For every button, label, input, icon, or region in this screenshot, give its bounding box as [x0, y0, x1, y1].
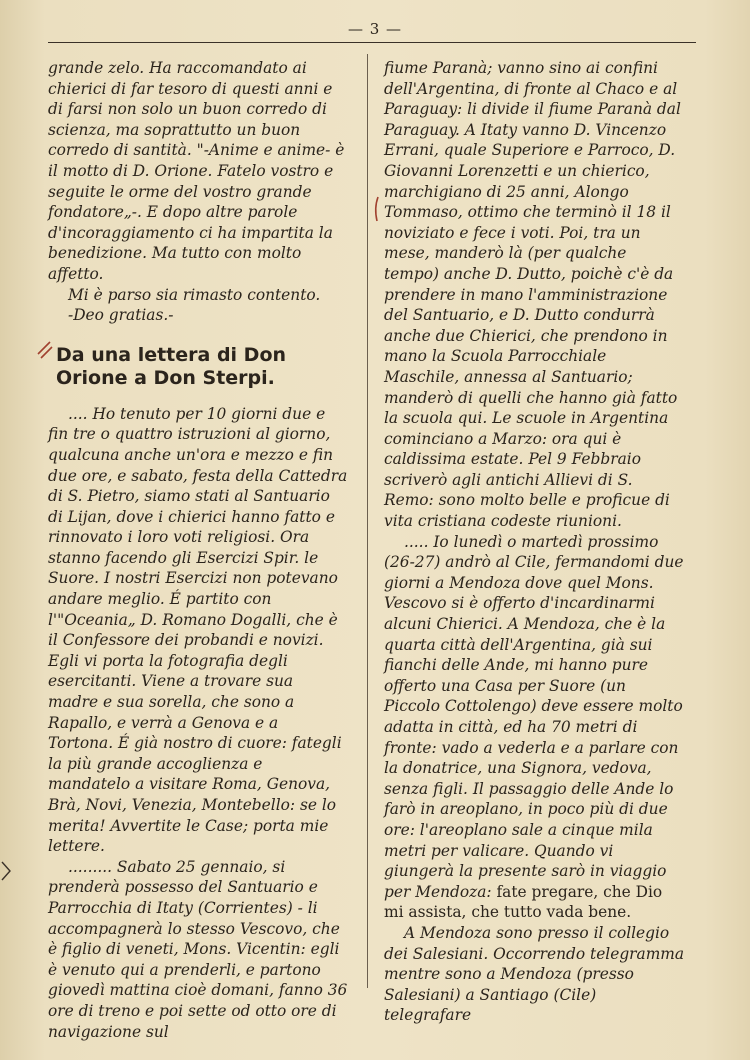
left-paragraph-1: grande zelo. Ha raccomandato ai chierici di far tesoro di questi anni e di farsi non solo un buon corredo di scienza, ma soprattutto un buon corredo di santità. "-Anime e anime- è il motto di D. Orione. Fatelo vostro e seguite le orme del vostro grande fondatore„-. E dopo altre parole d'incoraggiamento ci ha impartita la benedizione. Ma tutto con molto affetto.	[48, 59, 345, 283]
left-paragraph-2: Mi è parso sia rimasto contento.	[68, 285, 321, 304]
pencil-mark-icon	[36, 340, 54, 360]
right-column	[384, 58, 686, 1026]
left-column	[48, 58, 348, 1042]
letter-heading	[56, 344, 348, 390]
letter-heading-text: Da una lettera di Don Orione a Don Sterpi.	[56, 343, 287, 389]
right-paragraph-2	[384, 532, 686, 923]
right-paragraph-2-roman: fate pregare, che Dio mi assista, che tutto vada bene.	[384, 882, 663, 922]
left-paragraph-5: ......... Sabato 25 gennaio, si prenderà possesso del Santuario e Parrocchia di Itaty (Corrientes) - li accompagnerà lo stesso Vescovo, che è figlio di veneti, Mons. Vicentin: egli è venuto qui a prenderli, e partono giovedì mattina cioè domani, fanno 36 ore di treno e poi sette od otto ore di navigazione sul	[48, 857, 348, 1041]
right-paragraph-2-italic: ..... Io lunedì o martedì prossimo (26-27) andrò al Cile, fermandomi due giorni a Mendoza dove quel Mons. Vescovo si è offerto d'incardinarmi alcuni Chierici. A Mendoza, che è la quarta città dell'Argentina, già sui fianchi delle Ande, mi hanno pure offerto una Casa per Suore (un Piccolo Cottolengo) deve essere molto adatta in città, ed ha 70 metri di fronte: vado a vederla e a parlare con la donatrice, una Signora, vedova, senza figli. Il passaggio delle Ande lo farò in areoplano, in poco più di due ore: l'areoplano sale a cinque mila metri per valicare. Quando vi giungerà la presente sarò in viaggio per Mendoza:	[384, 532, 684, 901]
right-paragraph-1: fiume Paranà; vanno sino ai confini dell'Argentina, di fronte al Chaco e al Paraguay: li divide il fiume Paranà dal Paraguay. A Itaty vanno D. Vincenzo Errani, quale Superiore e Parroco, D. Giovanni Lorenzetti e un chierico, marchigiano di 25 anni, Alongo Tommaso, ottimo che terminò il 18 il noviziato e fece i voti. Poi, tra un mese, manderò là (per qualche tempo) anche D. Dutto, poichè c'è da prendere in mano l'amministrazione del Santuario, e D. Dutto condurrà anche due Chierici, che prendono in mano la Scuola Parrocchiale Maschile, annessa al Santuario; manderò di quelli che hanno già fatto la scuola qui. Le scuole in Argentina cominciano a Marzo: ora qui è caldissima estate. Pel 9 Febbraio scriverò agli antichi Allievi di S. Remo: sono molto belle e proficue di vita cristiana codeste riunioni.	[384, 59, 681, 531]
header-rule	[48, 42, 696, 43]
right-paragraph-3: A Mendoza sono presso il collegio dei Salesiani. Occorrendo telegramma mentre sono a Mendoza (presso Salesiani) a Santiago (Cile) telegrafare	[384, 923, 685, 1025]
column-divider	[367, 54, 368, 988]
margin-bracket-icon	[372, 196, 380, 222]
left-paragraph-3: -Deo gratias.-	[68, 306, 174, 325]
page-number: — 3 —	[347, 20, 403, 38]
left-paragraph-4: .... Ho tenuto per 10 giorni due e fin tre o quattro istruzioni al giorno, qualcuna anche un'ora e mezzo e fin due ore, e sabato, festa della Cattedra di S. Pietro, siamo stati al Santuario di Lijan, dove i chierici hanno fatto e rinnovato i loro voti religiosi. Ora stanno facendo gli Esercizi Spir. le Suore. I nostri Esercizi non potevano andare meglio. É partito con l'"Oceania„ D. Romano Dogalli, che è il Confessore dei probandi e novizi. Egli vi porta la fotografia degli esercitanti. Viene a trovare sua madre e sua sorella, che sono a Rapallo, e verrà a Genova e a Tortona. É già nostro di cuore: fategli la più grande accoglienza e mandatelo a visitare Roma, Genova, Brà, Novi, Venezia, Montebello: se lo merita! Avvertite le Case; porta mie lettere.	[48, 404, 348, 856]
margin-arrow-icon	[0, 860, 14, 882]
